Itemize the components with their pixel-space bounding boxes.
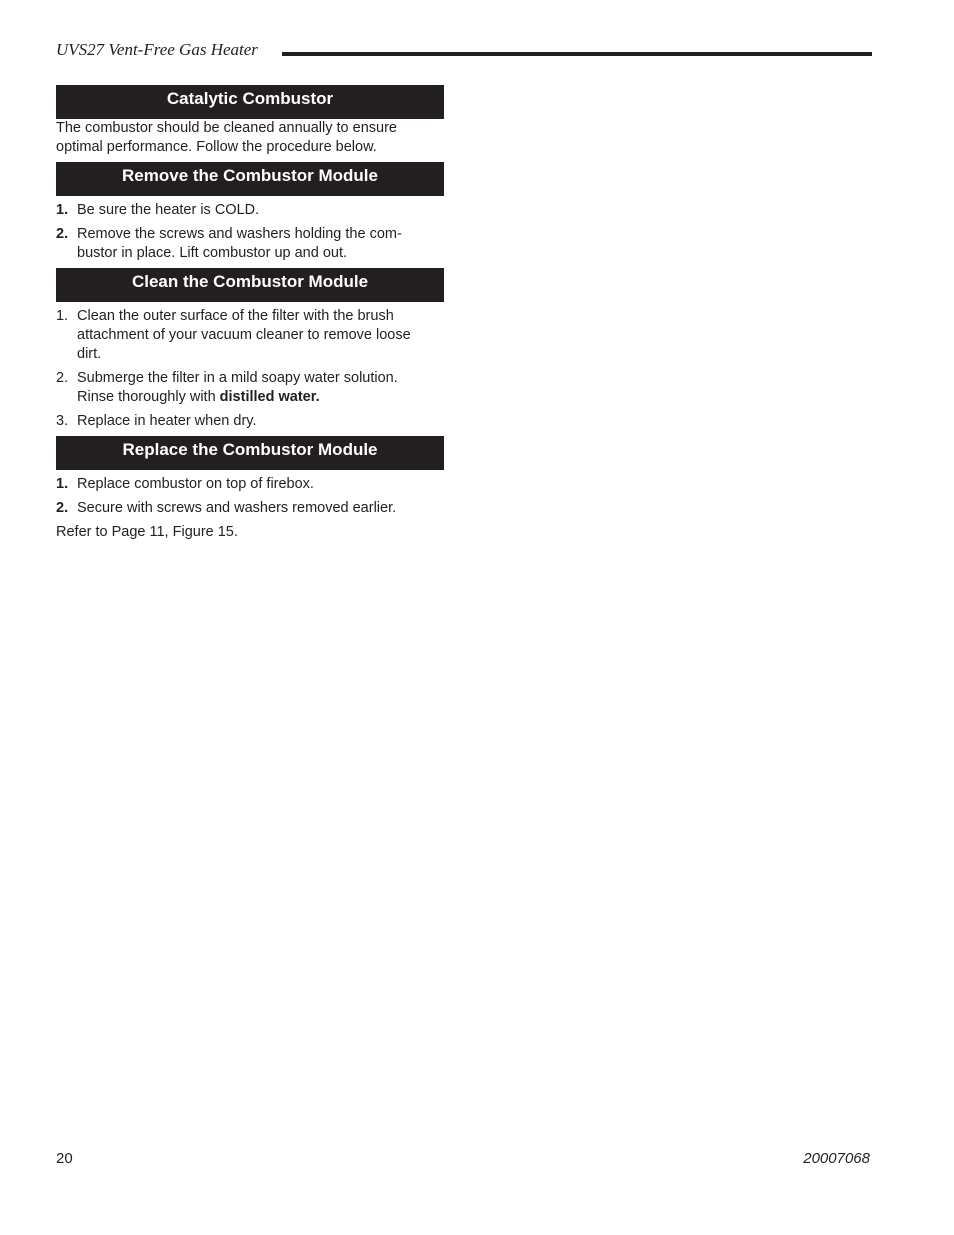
header-rule	[282, 52, 872, 56]
step-line: Remove the screws and washers holding the com-	[77, 226, 402, 242]
step-line: Clean the outer surface of the filter with the brush	[77, 308, 394, 324]
step-line: bustor in place. Lift combustor up and out.	[77, 245, 348, 261]
step-number: 2.	[56, 226, 69, 242]
step-number: 1.	[56, 308, 69, 324]
step-number: 1.	[56, 476, 69, 492]
step-text	[77, 307, 444, 364]
step-text: Replace combustor on top of firebox.	[77, 476, 314, 492]
list-item	[56, 475, 444, 494]
intro-paragraph	[56, 119, 444, 157]
remove-steps-list	[56, 201, 444, 263]
step-number: 2.	[56, 370, 69, 386]
section-heading-remove-module: Remove the Combustor Module	[56, 162, 444, 196]
list-item	[56, 201, 444, 220]
list-item	[56, 307, 444, 364]
document-title: UVS27 Vent-Free Gas Heater	[56, 40, 258, 59]
step-line: Submerge the filter in a mild soapy water solution.	[77, 370, 398, 386]
figure-reference-note: Refer to Page 11, Figure 15.	[56, 524, 238, 540]
document-number: 20007068	[803, 1150, 870, 1167]
step-line: Rinse thoroughly with	[77, 389, 220, 405]
running-header	[56, 40, 872, 62]
list-item	[56, 412, 444, 431]
section-heading-clean-module: Clean the Combustor Module	[56, 268, 444, 302]
step-text: Secure with screws and washers removed earlier.	[77, 500, 397, 516]
step-line: attachment of your vacuum cleaner to remove loose	[77, 327, 411, 343]
replace-steps-list	[56, 475, 444, 518]
page-number: 20	[56, 1150, 73, 1167]
list-item	[56, 225, 444, 263]
section-heading-replace-module: Replace the Combustor Module	[56, 436, 444, 470]
intro-line: optimal performance. Follow the procedure below.	[56, 139, 377, 155]
step-number: 3.	[56, 413, 69, 429]
step-text	[77, 369, 444, 407]
intro-line: The combustor should be cleaned annually to ensure	[56, 120, 397, 136]
section-heading-catalytic-combustor: Catalytic Combustor	[56, 85, 444, 119]
step-text	[77, 225, 444, 263]
step-number: 2.	[56, 500, 69, 516]
clean-steps-list	[56, 307, 444, 431]
step-text: Replace in heater when dry.	[77, 413, 257, 429]
list-item	[56, 369, 444, 407]
list-item	[56, 499, 444, 518]
step-text: Be sure the heater is COLD.	[77, 202, 260, 218]
content-column	[56, 85, 444, 542]
emphasis-distilled-water: distilled water.	[219, 389, 320, 405]
step-line: dirt.	[77, 346, 102, 362]
step-number: 1.	[56, 202, 69, 218]
